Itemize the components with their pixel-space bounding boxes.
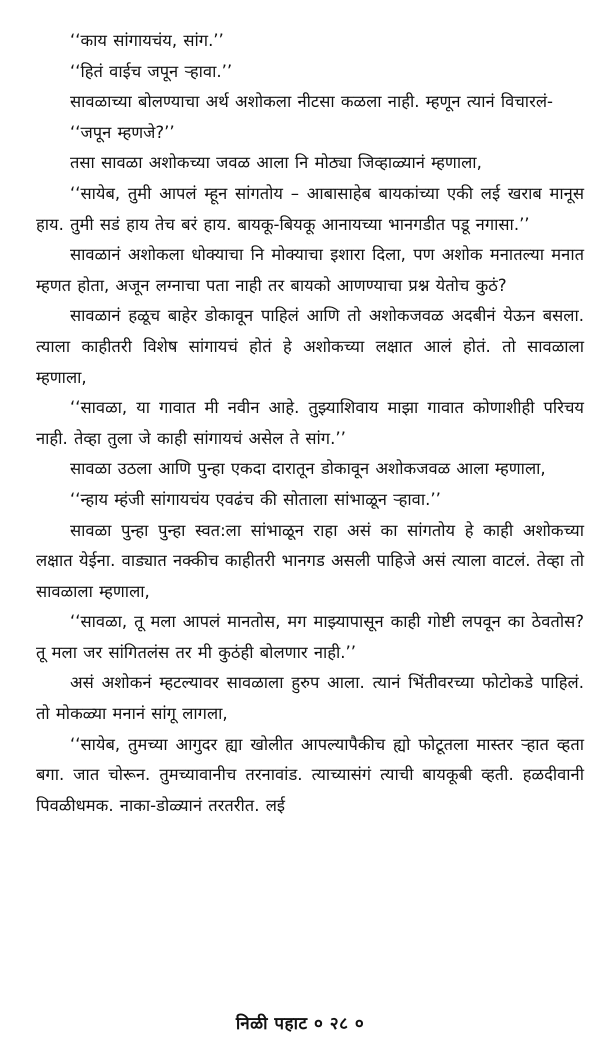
paragraph: सावळानं अशोकला धोक्याचा नि मोक्याचा इशारा दिला, पण अशोक मनातल्या मनात म्हणत होता, अजून लग्नाचा पता नाही तर बायको आणण्याचा प्रश्न येतोच कुठं? xyxy=(36,245,584,295)
paragraph: ‘‘न्हाय म्हंजी सांगायचंय एवढंच की सोताला सांभाळून ऱ्हावा.’’ xyxy=(70,489,441,509)
book-page xyxy=(36,26,584,986)
paragraph: सावळा पुन्हा पुन्हा स्वत:ला सांभाळून राहा असं का सांगतोय हे काही अशोकच्या लक्षात येईना. वाड्यात नक्कीच काहीतरी भानगड असली पाहिजे असं त्याला वाटलं. तेव्हा तो सावळाला म्हणाला, xyxy=(36,520,584,601)
paragraph: ‘‘सावळा, तू मला आपलं मानतोस, मग माझ्यापासून काही गोष्टी लपवून का ठेवतोस? तू मला जर सांगितलंस तर मी कुठंही बोलणार नाही.’’ xyxy=(36,612,584,662)
paragraph: ‘‘सायेब, तुमी आपलं म्हून सांगतोय – आबासाहेब बायकांच्या एकी लई खराब मानूस हाय. तुमी सडं हाय तेच बरं हाय. बायकू-बियकू आनायच्या भानगडीत पडू नगासा.’’ xyxy=(36,183,584,234)
paragraph: ‘‘हितं वाईच जपून ऱ्हावा.’’ xyxy=(70,61,233,81)
paragraph: ‘‘सावळा, या गावात मी नवीन आहे. तुझ्याशिवाय माझा गावात कोणाशीही परिचय नाही. तेव्हा तुला जे काही सांगायचं असेल ते सांग.’’ xyxy=(36,398,584,448)
page-footer: निळी पहाट ० २८ ० xyxy=(235,1014,365,1034)
paragraph: ‘‘जपून म्हणजे?’’ xyxy=(70,122,175,142)
paragraph: तसा सावळा अशोकच्या जवळ आला नि मोठ्या जिव्हाळ्यानं म्हणाला, xyxy=(70,153,482,173)
paragraph: सावळाच्या बोलण्याचा अर्थ अशोकला नीटसा कळला नाही. म्हणून त्यानं विचारलं- xyxy=(70,92,553,112)
paragraph: असं अशोकनं म्हटल्यावर सावळाला हुरुप आला. त्यानं भिंतीवरच्या फोटोकडे पाहिलं. तो मोकळ्या मनानं सांगू लागला, xyxy=(36,673,584,724)
paragraph: सावळा उठला आणि पुन्हा एकदा दारातून डोकावून अशोकजवळ आला म्हणाला, xyxy=(70,459,546,479)
paragraph: ‘‘सायेब, तुमच्या आगुदर ह्या खोलीत आपल्यापैकीच ह्यो फोटूतला मास्तर ऱ्हात व्हता बगा. जात चोरून. तुमच्यावानीच तरनावांड. त्याच्यासंगं त्याची बायकूबी व्हती. हळदीवानी पिवळीधमक. नाका-डोळ्यानं तरतरीत. लई xyxy=(36,734,584,815)
paragraph: सावळानं हळूच बाहेर डोकावून पाहिलं आणि तो अशोकजवळ अदबीनं येऊन बसला. त्याला काहीतरी विशेष सांगायचं होतं हे अशोकच्या लक्षात आलं होतं. तो सावळाला म्हणाला, xyxy=(36,306,584,387)
paragraph: ‘‘काय सांगायचंय, सांग.’’ xyxy=(70,31,224,50)
